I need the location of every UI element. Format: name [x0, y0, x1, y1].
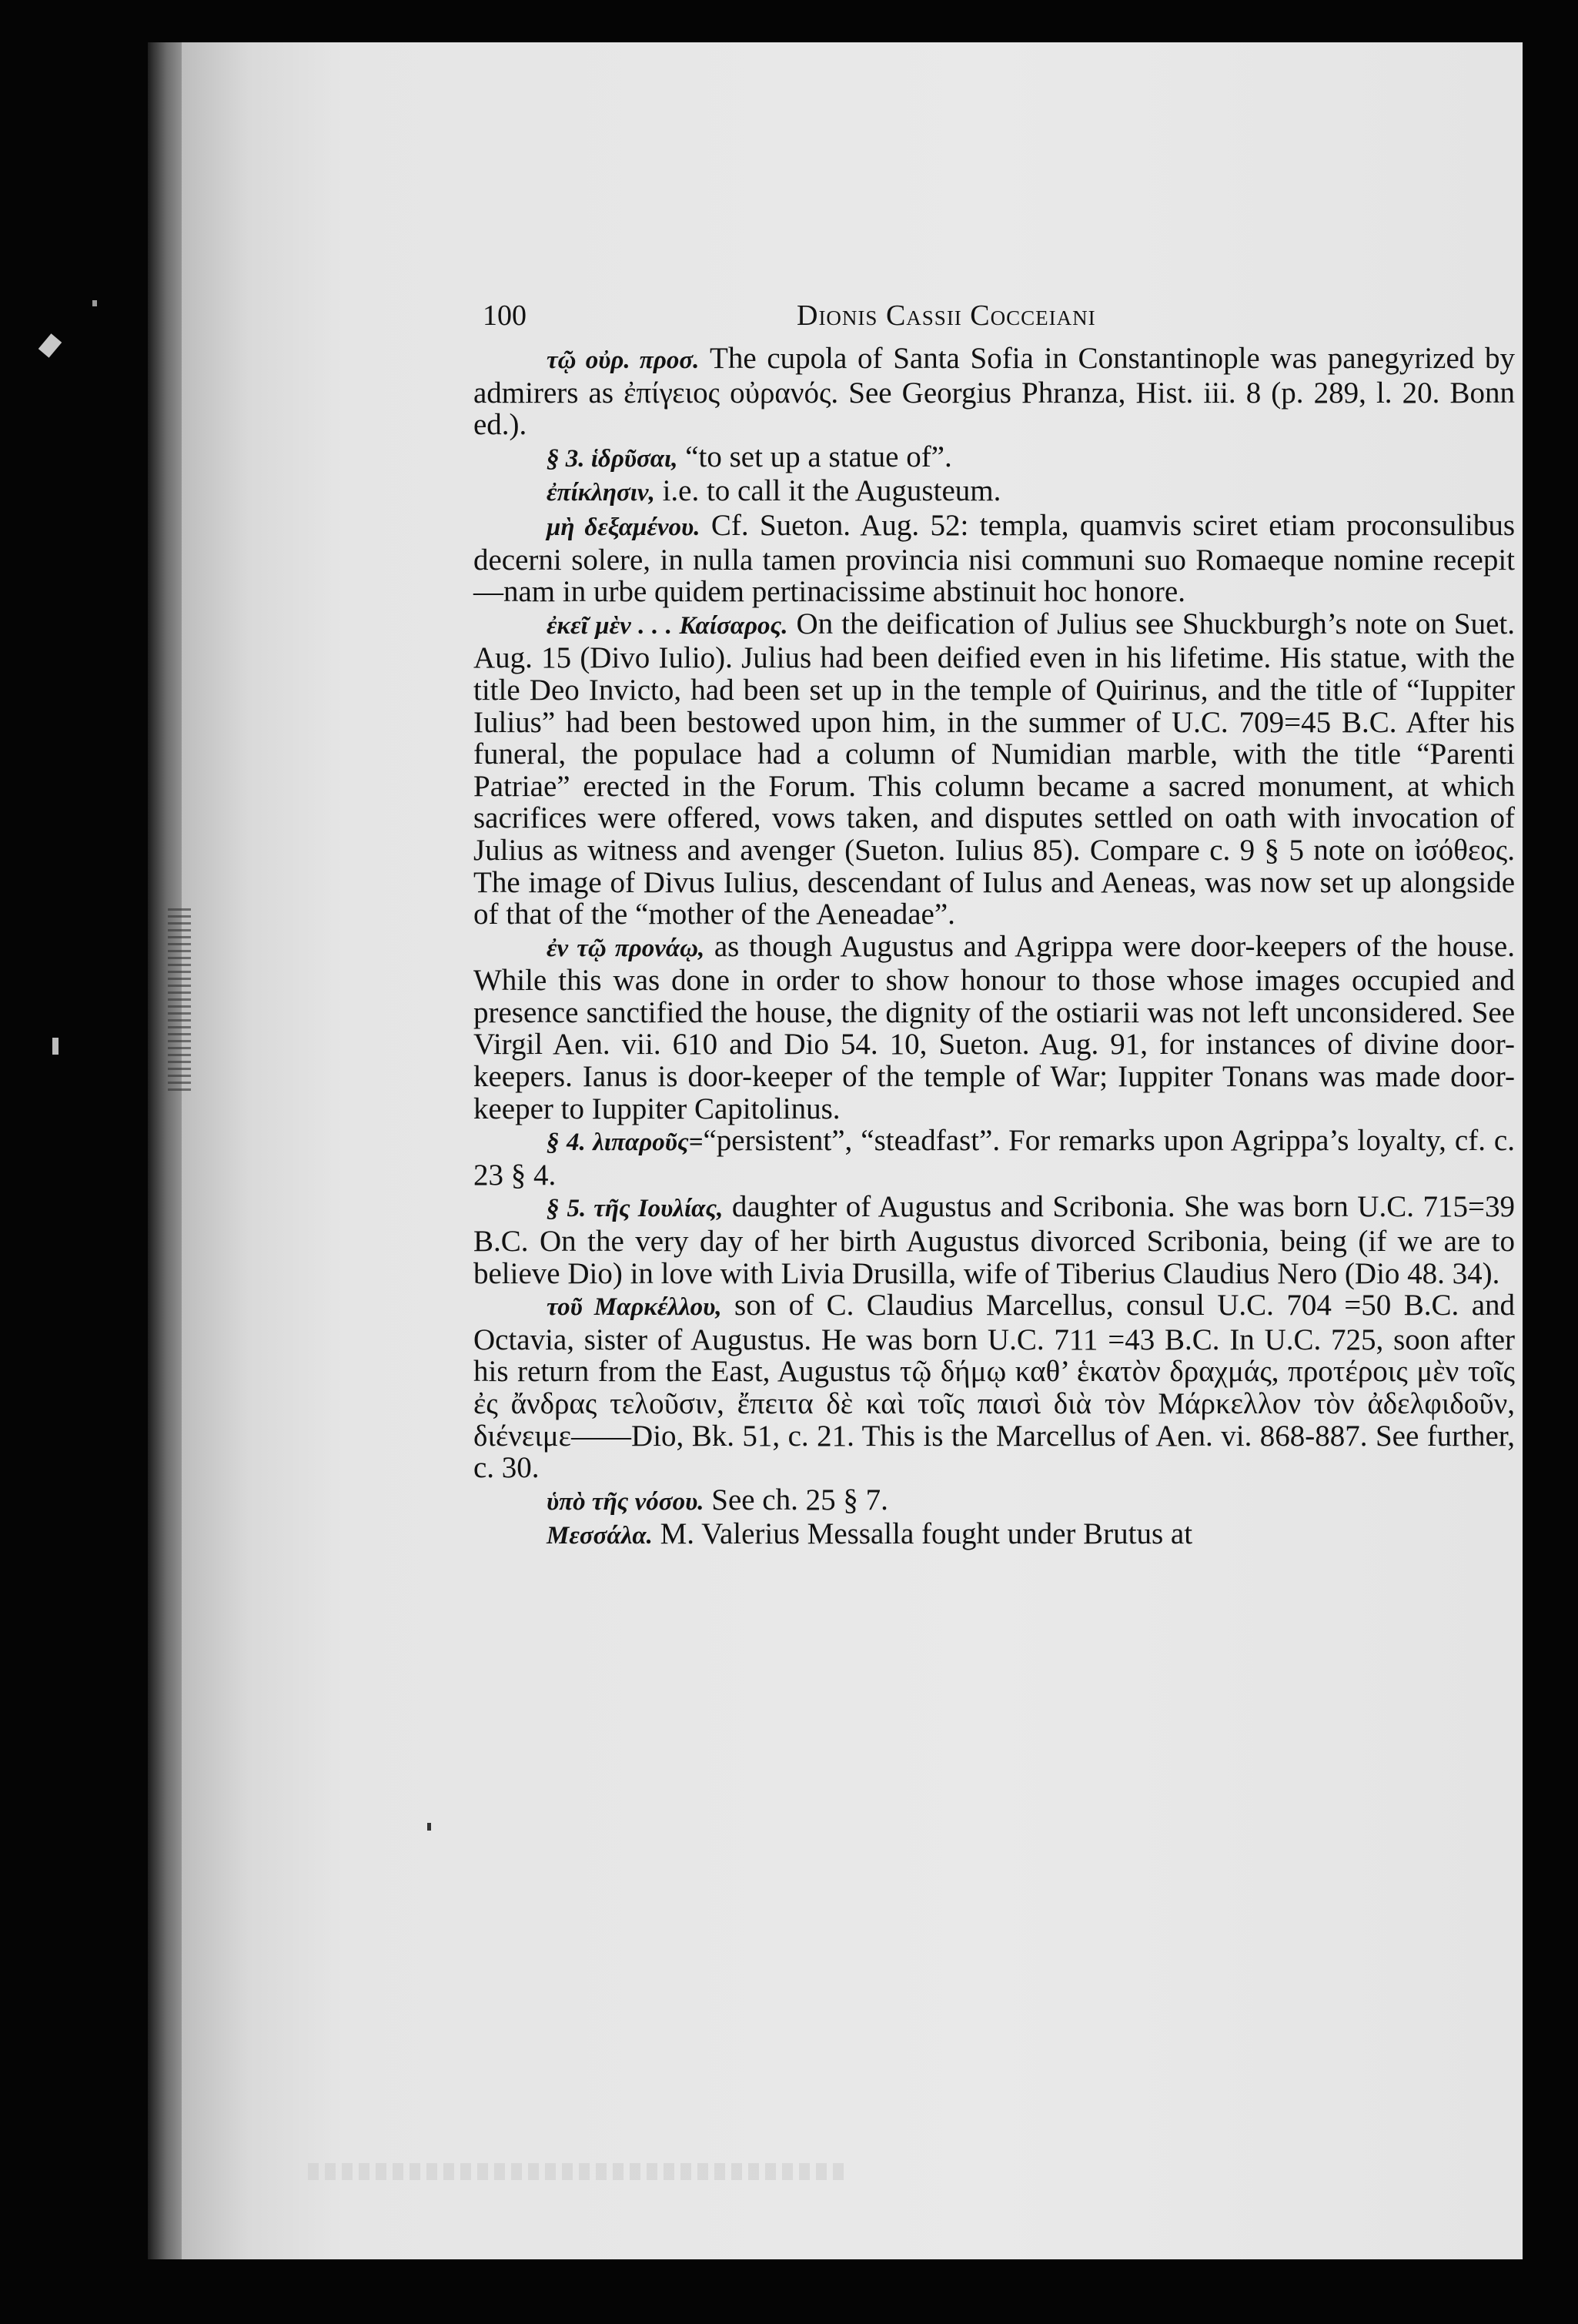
note-text: i.e. to call it the Augusteum.	[654, 474, 1001, 508]
page-content	[473, 289, 1515, 1553]
note-lemma: § 4. λιπαροῦς=	[547, 1129, 704, 1157]
scan-speck	[38, 333, 62, 357]
commentary-note	[473, 931, 1515, 1125]
note-lemma: § 3. ἱδρῦσαι,	[547, 444, 678, 473]
note-lemma: τῷ οὐρ. προσ.	[547, 346, 700, 374]
note-lemma: ἐν τῷ προνάῳ,	[547, 934, 705, 962]
note-text: “to set up a statue of”.	[677, 440, 952, 473]
note-text: The cupola of Santa Sofia in Constantinople was panegyrized by admirers as ἐπίγειος οὐρανός. See Georgius Phranza, Hist. iii. 8 (p. 289, l. 20. Bonn ed.).	[473, 342, 1515, 442]
commentary-note	[473, 510, 1515, 608]
commentary-note	[473, 441, 1515, 476]
note-lemma: ἐπίκλησιν,	[547, 479, 655, 507]
running-header	[473, 289, 1515, 343]
commentary-note	[473, 1125, 1515, 1191]
commentary-note	[473, 608, 1515, 931]
note-text: as though Augustus and Agrippa were door-keepers of the house. While this was done in order to show honour to those whose images occupied and presence sanctified the house, the dignity of the ostiarii was not left unconsidered. See Virgil Aen. vii. 610 and Dio 54. 10, Sueton. Aug. 91, for instances of divine door-keepers. Ianus is door-keeper of the temple of War; Iuppiter Tonans was made door-keeper to Iuppiter Capitolinus.	[473, 929, 1515, 1125]
note-lemma: ὑπὸ τῆς νόσου.	[547, 1487, 704, 1516]
commentary-note	[473, 1191, 1515, 1289]
commentary-note	[473, 343, 1515, 441]
scan-speck	[52, 1038, 59, 1055]
commentary-note	[473, 1289, 1515, 1484]
note-lemma: τοῦ Μαρκέλλου,	[547, 1293, 722, 1322]
note-text: son of C. Claudius Marcellus, consul U.C. 704 =50 B.C. and Octavia, sister of Augustus. He was born U.C. 711 =43 B.C. In U.C. 725, soon after his return from the East, Augustus τῷ δήμῳ καθ’ ἑκατὸν δραχμάς, προτέροις μὲν τοῖς ἐς ἄνδρας τελοῦσιν, ἔπειτα δὲ καὶ τοῖς παισὶ διὰ τὸν Μάρκελλον τὸν ἀδελφιδοῦν, διένειμε——Dio, Bk. 51, c. 21. This is the Marcellus of Aen. vi. 868-887. See further, c. 30.	[473, 1289, 1515, 1485]
note-text: On the deification of Julius see Shuckburgh’s note on Suet. Aug. 15 (Divo Iulio). Julius had been deified even in his lifetime. His statue, with the title Deo Invicto, had been set up in the temple of Quirinus, and the title of “Iuppiter Iulius” had been bestowed upon him, in the summer of U.C. 709=45 B.C. After his funeral, the populace had a column of Numidian marble, with the title “Parenti Patriae” erected in the Forum. This column became a sacred monument, at which sacrifices were offered, vows taken, and disputes settled on oath with invocation of Julius as witness and avenger (Sueton. Iulius 85). Compare c. 9 § 5 note on ἰσόθεος. The image of Divus Iulius, descendant of Iulus and Aeneas, was now set up alongside of that of the “mother of the Aeneadae”.	[473, 607, 1516, 931]
note-text: Cf. Sueton. Aug. 52: templa, quamvis sciret etiam proconsulibus decerni solere, in nulla tamen provincia nisi communi suo Romaeque nomine recepit—nam in urbe quidem pertinacissime abstinuit hoc honore.	[473, 508, 1516, 609]
note-lemma: μὴ δεξαμένου.	[547, 513, 700, 541]
bleed-through-stamp	[308, 2163, 847, 2180]
note-lemma: Μεσσάλα.	[547, 1522, 653, 1550]
note-text: M. Valerius Messalla fought under Brutus at	[652, 1517, 1193, 1551]
commentary-note	[473, 1484, 1515, 1519]
commentary-note	[473, 1518, 1515, 1553]
scan-speck	[92, 300, 97, 306]
page-number: 100	[483, 299, 527, 332]
note-lemma: ἐκεῖ μὲν . . . Καίσαρος.	[547, 611, 788, 640]
scan-speck	[427, 1823, 431, 1831]
note-text: See ch. 25 § 7.	[704, 1483, 888, 1516]
note-text: “persistent”, “steadfast”. For remarks upon Agrippa’s loyalty, cf. c. 23 § 4.	[473, 1124, 1515, 1192]
header-title: Dionis Cassii Cocceiani	[797, 299, 1096, 332]
edge-library-stamp	[168, 908, 191, 1093]
commentary-note	[473, 475, 1515, 510]
note-lemma: § 5. τῆς Ιουλίας,	[547, 1195, 724, 1223]
note-text: daughter of Augustus and Scribonia. She was born U.C. 715=39 B.C. On the very day of her birth Augustus divorced Scribonia, being (if we are to believe Dio) in love with Livia Drusilla, wife of Tiberius Claudius Nero (Dio 48. 34).	[473, 1190, 1515, 1290]
